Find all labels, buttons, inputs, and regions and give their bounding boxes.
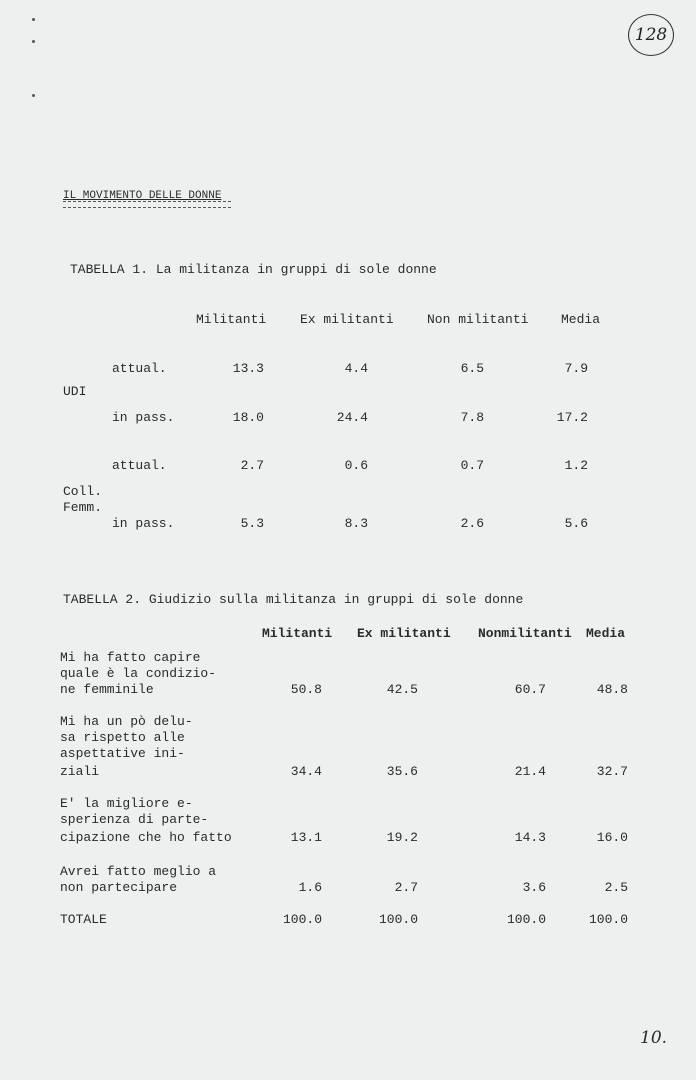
- table2-row-label: Avrei fatto meglio a: [60, 864, 217, 879]
- table1-cell: 7.9: [564, 361, 588, 376]
- header-double-underline: [63, 201, 231, 208]
- table1-cell: 5.3: [240, 516, 264, 531]
- table1-group-label: Femm.: [63, 500, 103, 515]
- table2-cell: 35.6: [386, 764, 418, 779]
- table2-cell: 60.7: [514, 682, 546, 697]
- table1-cell: 2.7: [240, 458, 264, 473]
- table1-row-label: in pass.: [112, 410, 175, 425]
- table2-total-label: TOTALE: [60, 912, 107, 927]
- table1-cell: 2.6: [460, 516, 484, 531]
- table2-cell: 32.7: [596, 764, 628, 779]
- page-stamp: 128: [628, 14, 674, 56]
- table2-row-label: ziali: [60, 764, 100, 779]
- scan-speck: [32, 94, 35, 97]
- table2-row-label: non partecipare: [60, 880, 178, 895]
- table1-cell: 4.4: [344, 361, 368, 376]
- table2-col-header: Ex militanti: [357, 626, 451, 641]
- table2-cell: 48.8: [596, 682, 628, 697]
- table1-col-header: Non militanti: [427, 312, 529, 327]
- table1-cell: 1.2: [564, 458, 588, 473]
- table2-cell: 2.7: [394, 880, 418, 895]
- table2-cell: 19.2: [386, 830, 418, 845]
- page-number: 10.: [640, 1028, 668, 1048]
- table2-cell: 50.8: [290, 682, 322, 697]
- table2-row-label: cipazione che ho fatto: [60, 830, 232, 845]
- table2-row-label: aspettative ini-: [60, 746, 185, 761]
- table1-cell: 17.2: [556, 410, 588, 425]
- table2-total-cell: 100.0: [588, 912, 628, 927]
- table1-cell: 8.3: [344, 516, 368, 531]
- table2-total-cell: 100.0: [378, 912, 418, 927]
- table2-col-header: Media: [586, 626, 626, 641]
- table2-cell: 21.4: [514, 764, 546, 779]
- table1-cell: 0.6: [344, 458, 368, 473]
- table2-row-label: sa rispetto alle: [60, 730, 185, 745]
- table2-row-label: Mi ha fatto capire: [60, 650, 201, 665]
- table2-cell: 42.5: [386, 682, 418, 697]
- table1-cell: 7.8: [460, 410, 484, 425]
- table1-cell: 13.3: [232, 361, 264, 376]
- table1-cell: 5.6: [564, 516, 588, 531]
- table1-cell: 0.7: [460, 458, 484, 473]
- table1-cell: 18.0: [232, 410, 264, 425]
- table2-cell: 34.4: [290, 764, 322, 779]
- table2-row-label: quale è la condizio-: [60, 666, 217, 681]
- scan-speck: [32, 18, 35, 21]
- document-header: IL MOVIMENTO DELLE DONNE: [63, 190, 222, 202]
- table1-title: TABELLA 1. La militanza in gruppi di sole donne: [70, 262, 437, 277]
- table1-col-header: Militanti: [196, 312, 267, 327]
- table2-row-label: Mi ha un pò delu-: [60, 714, 193, 729]
- table2-cell: 13.1: [290, 830, 322, 845]
- table2-total-cell: 100.0: [506, 912, 546, 927]
- table2-col-header: Nonmilitanti: [478, 626, 572, 641]
- table1-col-header: Ex militanti: [300, 312, 394, 327]
- table1-group-label: UDI: [63, 384, 87, 399]
- table1-group-label: Coll.: [63, 484, 103, 499]
- table2-cell: 2.5: [604, 880, 628, 895]
- table2-row-label: E' la migliore e-: [60, 796, 193, 811]
- table1-cell: 6.5: [460, 361, 484, 376]
- table2-cell: 16.0: [596, 830, 628, 845]
- table2-title: TABELLA 2. Giudizio sulla militanza in gruppi di sole donne: [63, 592, 524, 607]
- table1-cell: 24.4: [336, 410, 368, 425]
- table2-total-cell: 100.0: [282, 912, 322, 927]
- table2-cell: 14.3: [514, 830, 546, 845]
- table2-cell: 3.6: [522, 880, 546, 895]
- table2-col-header: Militanti: [262, 626, 333, 641]
- table1-col-header: Media: [561, 312, 601, 327]
- table2-row-label: ne femminile: [60, 682, 154, 697]
- table2-cell: 1.6: [298, 880, 322, 895]
- table1-row-label: attual.: [112, 458, 167, 473]
- table2-row-label: sperienza di parte-: [60, 812, 209, 827]
- table1-row-label: attual.: [112, 361, 167, 376]
- scan-speck: [32, 40, 35, 43]
- table1-row-label: in pass.: [112, 516, 175, 531]
